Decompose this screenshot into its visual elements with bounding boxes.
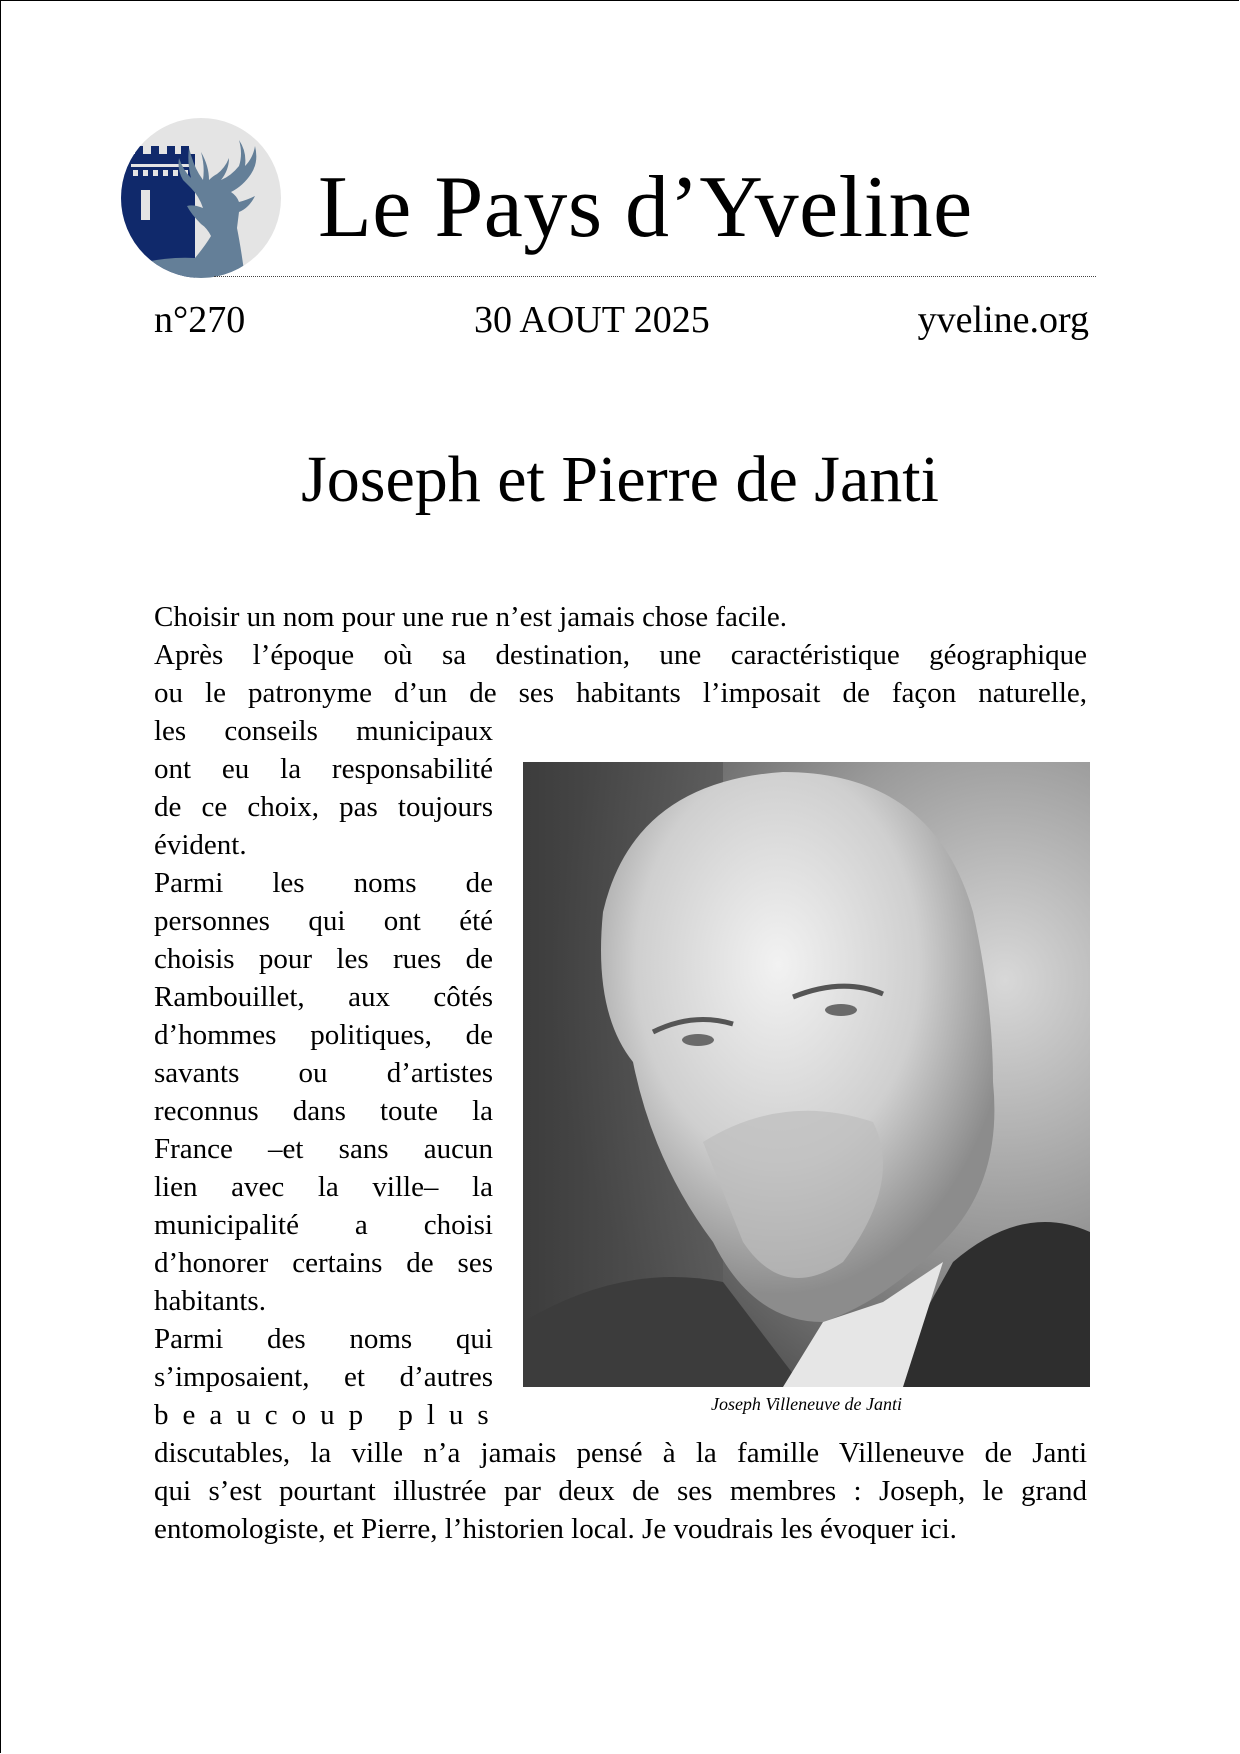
body-line: habitants. (154, 1285, 266, 1317)
publication-title: Le Pays d’Yveline (318, 159, 973, 256)
body-line: les conseils municipaux (154, 715, 493, 747)
article-title: Joseph et Pierre de Janti (301, 443, 939, 516)
body-line: savants ou d’artistes (154, 1057, 493, 1089)
body-line: choisis pour les rues de (154, 943, 493, 975)
body-line: d’honorer certains de ses (154, 1247, 493, 1279)
tower-cornice (131, 164, 193, 167)
body-line: reconnus dans toute la (154, 1095, 493, 1127)
body-line: de ce choix, pas toujours (154, 791, 493, 823)
body-line: Rambouillet, aux côtés (154, 981, 493, 1013)
body-line: Après l’époque où sa destination, une caractéristique géographique (154, 639, 1087, 671)
website-link[interactable]: yveline.org (917, 299, 1089, 341)
stag-shadow (121, 258, 195, 278)
masthead-divider (214, 276, 1096, 277)
body-line: beaucoup plus (154, 1399, 503, 1431)
body-line: évident. (154, 829, 247, 861)
body-line: d’hommes politiques, de (154, 1019, 493, 1051)
body-line: personnes qui ont été (154, 905, 493, 937)
body-line: discutables, la ville n’a jamais pensé à la famille Villeneuve de Janti (154, 1437, 1087, 1469)
body-line: ou le patronyme d’un de ses habitants l’imposait de façon naturelle, (154, 677, 1087, 709)
body-line: Choisir un nom pour une rue n’est jamais chose facile. (154, 601, 788, 633)
body-line: entomologiste, et Pierre, l’historien local. Je voudrais les évoquer ici. (154, 1513, 957, 1545)
issue-number: n°270 (154, 299, 246, 341)
body-line: municipalité a choisi (154, 1209, 493, 1241)
body-line: ont eu la responsabilité (154, 753, 493, 785)
photo-caption: Joseph Villeneuve de Janti (710, 1394, 903, 1414)
issue-date: 30 AOUT 2025 (474, 299, 710, 341)
body-line: s’imposaient, et d’autres (154, 1361, 493, 1393)
body-line: France –et sans aucun (154, 1133, 493, 1165)
body-line: lien avec la ville– la (154, 1171, 493, 1203)
body-line: qui s’est pourtant illustrée par deux de ses membres : Joseph, le grand (154, 1475, 1087, 1507)
portrait-photo (523, 762, 1090, 1387)
publication-logo (121, 118, 281, 278)
body-line: Parmi les noms de (154, 867, 493, 899)
body-line: Parmi des noms qui (154, 1323, 493, 1355)
tower-window (141, 190, 150, 220)
